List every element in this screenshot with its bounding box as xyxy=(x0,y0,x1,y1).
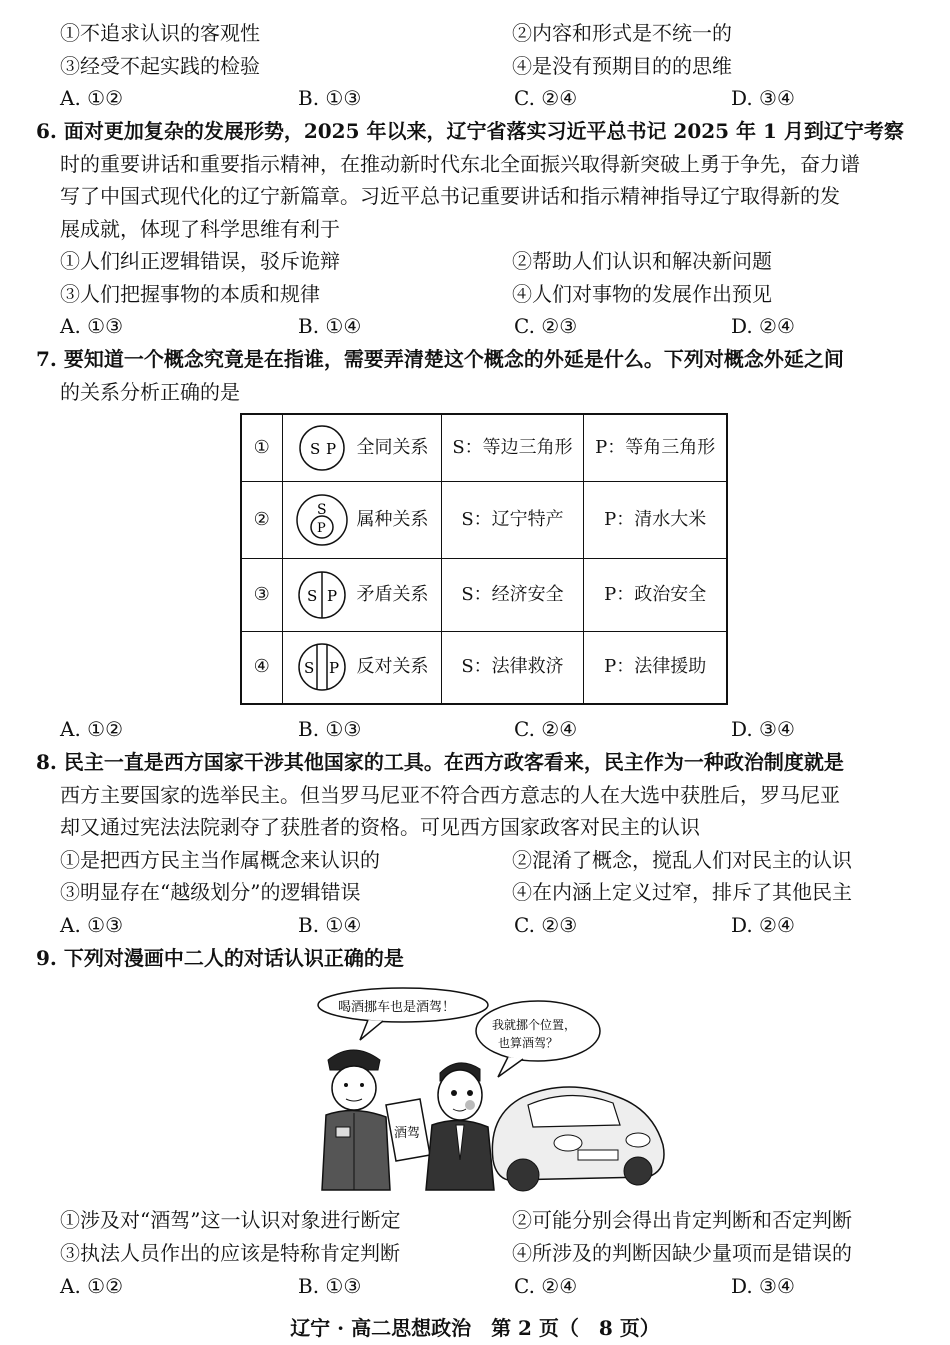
q9-option-1: ①涉及对“酒驾”这一认识对象进行断定 xyxy=(60,1208,401,1232)
q5-choice-c: C. ②④ xyxy=(514,86,578,110)
driver-drawing xyxy=(426,1063,494,1190)
q6-choice-b: B. ①④ xyxy=(298,314,362,338)
police-speech-text: 喝酒挪车也是酒驾！ xyxy=(338,1000,456,1015)
driver-speech-line-2: 也算酒驾？ xyxy=(498,1036,559,1050)
p-label: P xyxy=(316,521,326,537)
page-footer: 辽宁 · 高二思想政治 第 2 页（ 8 页） xyxy=(290,1316,660,1340)
police-officer-drawing xyxy=(322,1050,390,1190)
q9-option-2: ②可能分别会得出肯定判断和否定判断 xyxy=(512,1208,852,1232)
q6-stem-line-1: 6. 面对更加复杂的发展形势，2025 年以来，辽宁省落实习近平总书记 2025 年 1 月到辽宁考察 xyxy=(36,119,904,143)
q5-option-2: ②内容和形式是不统一的 xyxy=(512,21,732,45)
p-concept: P：政治安全 xyxy=(584,559,727,631)
p-label: P xyxy=(326,587,337,606)
s-concept: S：辽宁特产 xyxy=(441,481,584,559)
q6-option-4: ④人们对事物的发展作出预见 xyxy=(512,282,772,306)
q6-option-1: ①人们纠正逻辑错误，驳斥诡辩 xyxy=(60,249,340,273)
q6-option-3: ③人们把握事物的本质和规律 xyxy=(60,282,320,306)
q8-stem-line-3: 却又通过宪法法院剥夺了获胜者的资格。可见西方国家政客对民主的认识 xyxy=(60,815,700,839)
q8-stem-line-1: 8. 民主一直是西方国家干涉其他国家的工具。在西方政客看来，民主作为一种政治制度就是 xyxy=(36,750,844,774)
q8-stem-line-2: 西方主要国家的选举民主。但当罗马尼亚不符合西方意志的人在大选中获胜后，罗马尼亚 xyxy=(60,783,840,807)
relation-cell xyxy=(282,559,441,631)
q8-choice-c: C. ②③ xyxy=(514,913,578,937)
q9-choice-d: D. ③④ xyxy=(731,1274,795,1298)
s-label: S xyxy=(309,439,320,458)
contrary-relation-diagram xyxy=(293,641,351,693)
s-concept: S：法律救济 xyxy=(441,631,584,704)
relation-label: 反对关系 xyxy=(356,656,429,678)
q9-option-3: ③执法人员作出的应该是特称肯定判断 xyxy=(60,1241,400,1265)
relation-label: 属种关系 xyxy=(356,509,429,531)
p-concept: P：清水大米 xyxy=(584,481,727,559)
relation-cell xyxy=(282,481,441,559)
row-number: ③ xyxy=(241,559,282,631)
q7-stem-line-2: 的关系分析正确的是 xyxy=(60,380,240,404)
identity-relation-diagram xyxy=(293,424,351,472)
document-label: 酒驾 xyxy=(394,1126,421,1141)
q7-choice-b: B. ①③ xyxy=(298,717,362,741)
table-row xyxy=(241,559,727,631)
q9-choice-b: B. ①③ xyxy=(298,1274,362,1298)
q8-option-2: ②混淆了概念，搅乱人们对民主的认识 xyxy=(512,848,852,872)
q9-choice-a: A. ①② xyxy=(60,1274,124,1298)
police-speech-bubble xyxy=(318,988,488,1040)
q6-choice-c: C. ②③ xyxy=(514,314,578,338)
p-label: P xyxy=(328,659,339,678)
q8-option-1: ①是把西方民主当作属概念来认识的 xyxy=(60,848,380,872)
concept-relation-table xyxy=(240,413,728,705)
q9-choice-c: C. ②④ xyxy=(514,1274,578,1298)
q8-choice-b: B. ①④ xyxy=(298,913,362,937)
q5-choice-a: A. ①② xyxy=(60,86,124,110)
q6-stem-line-4: 展成就，体现了科学思维有利于 xyxy=(60,217,340,241)
q8-choice-a: A. ①③ xyxy=(60,913,124,937)
row-number: ① xyxy=(241,414,282,481)
row-number: ④ xyxy=(241,631,282,704)
table-row xyxy=(241,414,727,481)
q7-choice-a: A. ①② xyxy=(60,717,124,741)
relation-cell xyxy=(282,631,441,704)
q6-stem-line-3: 写了中国式现代化的辽宁新篇章。习近平总书记重要讲话和指示精神指导辽宁取得新的发 xyxy=(60,184,840,208)
s-concept: S：经济安全 xyxy=(441,559,584,631)
driver-speech-bubble xyxy=(476,1001,600,1077)
relation-label: 全同关系 xyxy=(356,436,429,458)
table-row xyxy=(241,631,727,704)
q9-option-4: ④所涉及的判断因缺少量项而是错误的 xyxy=(512,1241,852,1265)
p-label: P xyxy=(325,439,336,458)
q5-choice-b: B. ①③ xyxy=(298,86,362,110)
s-concept: S：等边三角形 xyxy=(441,414,584,481)
contradiction-relation-diagram xyxy=(293,569,351,621)
relation-cell xyxy=(282,414,441,481)
q8-option-4: ④在内涵上定义过窄，排斥了其他民主 xyxy=(512,880,852,904)
p-concept: P：法律援助 xyxy=(584,631,727,704)
s-label: S xyxy=(306,587,317,606)
s-label: S xyxy=(316,502,327,519)
q8-option-3: ③明显存在“越级划分”的逻辑错误 xyxy=(60,880,361,904)
q8-choice-d: D. ②④ xyxy=(731,913,795,937)
driver-speech-line-1: 我就挪个位置， xyxy=(492,1018,577,1032)
q6-choice-a: A. ①③ xyxy=(60,314,124,338)
q5-option-1: ①不追求认识的客观性 xyxy=(60,21,260,45)
q5-option-3: ③经受不起实践的检验 xyxy=(60,54,260,78)
row-number: ② xyxy=(241,481,282,559)
p-concept: P：等角三角形 xyxy=(584,414,727,481)
q6-choice-d: D. ②④ xyxy=(731,314,795,338)
table-row xyxy=(241,481,727,559)
q5-option-4: ④是没有预期目的的思维 xyxy=(512,54,732,78)
q7-choice-c: C. ②④ xyxy=(514,717,578,741)
q6-option-2: ②帮助人们认识和解决新问题 xyxy=(512,249,772,273)
genus-species-diagram xyxy=(293,492,351,548)
q7-choice-d: D. ③④ xyxy=(731,717,795,741)
q5-choice-d: D. ③④ xyxy=(731,86,795,110)
s-label: S xyxy=(303,659,314,678)
q9-stem: 9. 下列对漫画中二人的对话认识正确的是 xyxy=(36,946,404,970)
relation-label: 矛盾关系 xyxy=(356,584,429,606)
q7-stem-line-1: 7. 要知道一个概念究竟是在指谁，需要弄清楚这个概念的外延是什么。下列对概念外延之间 xyxy=(36,347,844,371)
drunk-driving-cartoon xyxy=(308,985,673,1195)
car-drawing xyxy=(492,1087,664,1191)
drunk-driving-document xyxy=(386,1099,430,1161)
q6-stem-line-2: 时的重要讲话和重要指示精神，在推动新时代东北全面振兴取得新突破上勇于争先，奋力谱 xyxy=(60,152,860,176)
